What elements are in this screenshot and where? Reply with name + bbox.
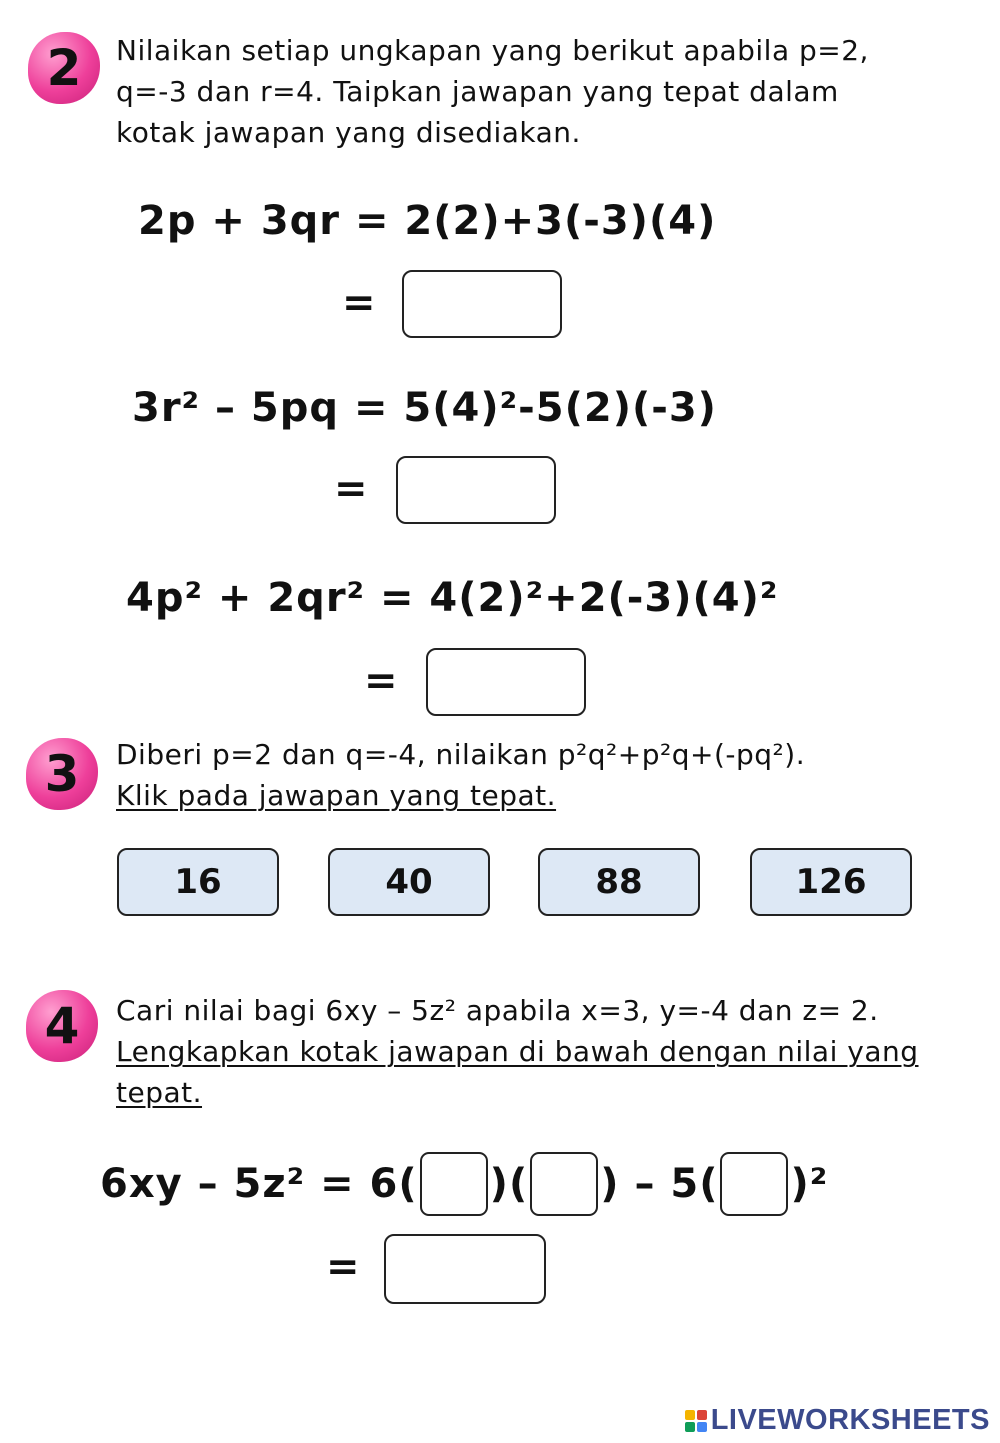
q4-x-input[interactable] (420, 1152, 488, 1216)
question-number-badge (26, 990, 98, 1062)
choice-button-4[interactable]: 126 (750, 848, 912, 916)
logo-square-2 (697, 1410, 707, 1420)
q2-answer-3-input[interactable] (426, 648, 586, 716)
q4-eq-mid-1: )( (489, 1161, 529, 1207)
equals-sign: = (326, 1244, 360, 1290)
question-number-badge (28, 32, 100, 104)
q4-answer-input[interactable] (384, 1234, 546, 1304)
question-number: 2 (46, 39, 82, 97)
equals-sign: = (334, 466, 368, 512)
logo-mark-icon (685, 1410, 707, 1432)
q2-instructions (116, 30, 964, 153)
q3-line-1: Diberi p=2 dan q=-4, nilaikan p²q²+p²q+(-pq²). (116, 738, 806, 771)
q2-answer-2-input[interactable] (396, 456, 556, 524)
choice-button-1[interactable]: 16 (117, 848, 279, 916)
liveworksheets-logo[interactable] (685, 1404, 990, 1437)
q4-eq-end: )² (790, 1161, 829, 1207)
q2-line-3: kotak jawapan yang disediakan. (116, 116, 581, 149)
q4-instructions (116, 990, 986, 1113)
choice-button-3[interactable]: 88 (538, 848, 700, 916)
q2-equation-3: 4p² + 2qr² = 4(2)²+2(-3)(4)² (126, 575, 779, 621)
logo-square-1 (685, 1410, 695, 1420)
equals-sign: = (364, 658, 398, 704)
question-number: 3 (44, 745, 80, 803)
q2-line-1: Nilaikan setiap ungkapan yang berikut apabila p=2, (116, 34, 869, 67)
q2-answer-1-input[interactable] (402, 270, 562, 338)
q4-z-input[interactable] (720, 1152, 788, 1216)
equals-sign: = (342, 280, 376, 326)
choice-button-2[interactable]: 40 (328, 848, 490, 916)
q4-y-input[interactable] (530, 1152, 598, 1216)
q4-line-3: tepat. (116, 1076, 203, 1109)
q4-eq-lhs: 6xy – 5z² = 6( (100, 1161, 418, 1207)
q4-line-2: Lengkapkan kotak jawapan di bawah dengan nilai yang (116, 1035, 919, 1068)
brand-name: LIVEWORKSHEETS (710, 1404, 990, 1436)
q2-line-2: q=-3 dan r=4. Taipkan jawapan yang tepat dalam (116, 75, 839, 108)
q2-equation-1: 2p + 3qr = 2(2)+3(-3)(4) (138, 198, 717, 244)
logo-square-4 (697, 1422, 707, 1432)
question-number: 4 (44, 997, 80, 1055)
question-number-badge (26, 738, 98, 810)
q4-equation (100, 1152, 828, 1216)
q3-instructions (116, 734, 964, 816)
logo-square-3 (685, 1422, 695, 1432)
q2-equation-2: 3r² – 5pq = 5(4)²-5(2)(-3) (132, 385, 717, 431)
q4-line-1: Cari nilai bagi 6xy – 5z² apabila x=3, y=-4 dan z= 2. (116, 994, 879, 1027)
q3-line-2: Klik pada jawapan yang tepat. (116, 779, 557, 812)
q4-eq-mid-2: ) – 5( (600, 1161, 719, 1207)
